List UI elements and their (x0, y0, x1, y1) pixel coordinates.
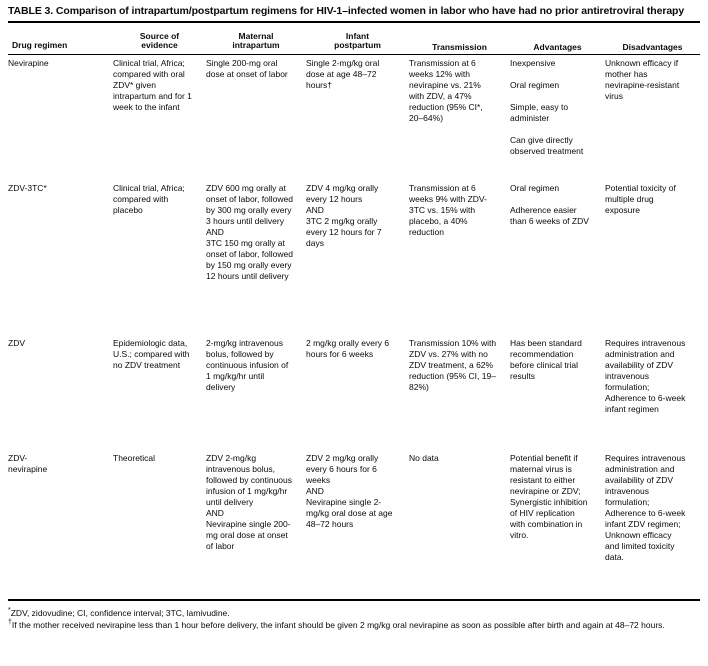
table-row-zdv-3tc (8, 183, 700, 335)
cell-source-of-evidence: Epidemiologic data, U.S.; compared with no ZDV treatment (113, 337, 190, 370)
column-header-label: Drug regimen (12, 40, 68, 50)
column-header-disadvantages (605, 43, 700, 53)
column-header-label: Maternal intrapartum (232, 30, 280, 50)
cell-advantages: Inexpensive Oral regimen Simple, easy to administer Can give directly observed treatment (510, 57, 584, 156)
column-header-drug-regimen (8, 41, 113, 51)
cell-transmission: Transmission at 6 weeks 12% with nevirapine vs. 21% with ZDV, a 47% reduction (95% CI*, 20–64%) (409, 57, 483, 123)
footnote-dagger (8, 618, 708, 630)
column-header-advantages (510, 43, 605, 53)
cell-disadvantages: Requires intravenous administration and availability of ZDV intravenous formulation; Adherence to 6-week infant ZDV regimen; Unknown efficacy and limited toxicity data. (605, 452, 686, 562)
cell-maternal-intrapartum: Single 200-mg oral dose at onset of labor (206, 57, 288, 79)
footnote-marker: † (8, 618, 12, 626)
cell-transmission: No data (409, 452, 439, 463)
cell-infant-postpartum: Single 2-mg/kg oral dose at age 48–72 hours† (306, 57, 380, 90)
cell-source-of-evidence: Clinical trial, Africa; compared with placebo (113, 182, 185, 215)
footnote-marker: * (8, 606, 11, 614)
footnote-text: If the mother received nevirapine less than 1 hour before delivery, the infant should be given 2 mg/kg oral nevirapine as soon as possible after birth and again at 48–72 hours. (11, 619, 665, 630)
header-divider (8, 54, 700, 55)
cell-drug-regimen: ZDV-nevirapine (8, 452, 48, 474)
cell-advantages: Oral regimen Adherence easier than 6 weeks of ZDV (510, 182, 589, 226)
cell-infant-postpartum: ZDV 4 mg/kg orally every 12 hours AND 3TC 2 mg/kg orally every 12 hours for 7 days (306, 182, 382, 248)
cell-disadvantages: Requires intravenous administration and availability of ZDV intravenous formulation; Adherence to 6-week infant regimen (605, 337, 686, 414)
cell-infant-postpartum: ZDV 2 mg/kg orally every 6 hours for 6 weeks AND Nevirapine single 2- mg/kg oral dose at age 48–72 hours (306, 452, 393, 529)
cell-drug-regimen: Nevirapine (8, 57, 49, 68)
column-header-transmission (409, 43, 510, 53)
column-header-maternal (206, 32, 306, 51)
table-row-nevirapine (8, 58, 700, 180)
column-header-infant (306, 32, 409, 51)
cell-disadvantages: Unknown efficacy if mother has nevirapine-resistant virus (605, 57, 680, 101)
footnote-asterisk (8, 606, 708, 618)
cell-infant-postpartum: 2 mg/kg orally every 6 hours for 6 weeks (306, 337, 390, 359)
table-header-row (8, 23, 700, 54)
table-row-zdv-nevirapine (8, 453, 700, 599)
cell-transmission: Transmission at 6 weeks 9% with ZDV-3TC vs. 15% with placebo, a 40% reduction (409, 182, 487, 237)
cell-drug-regimen: ZDV (8, 337, 25, 348)
table-title: TABLE 3. Comparison of intrapartum/postpartum regimens for HIV-1–infected women in labor who have had no prior antiretroviral therapy (8, 5, 685, 17)
column-header-label: Disadvantages (622, 42, 683, 52)
column-header-source (113, 32, 206, 51)
cell-source-of-evidence: Clinical trial, Africa; compared with oral ZDV* given intrapartum and for 1 week to the infant (113, 57, 192, 112)
cell-maternal-intrapartum: 2-mg/kg intravenous bolus, followed by continuous infusion of 1 mg/kg/hr until delivery (206, 337, 289, 392)
cell-maternal-intrapartum: ZDV 2-mg/kg intravenous bolus, followed by continuous infusion of 1 mg/kg/hr until delivery AND Nevirapine single 200-mg oral dose at onset of labor (206, 452, 293, 551)
column-header-label: Source of evidence (139, 30, 180, 50)
cell-disadvantages: Potential toxicity of multiple drug exposure (605, 182, 676, 215)
cell-maternal-intrapartum: ZDV 600 mg orally at onset of labor, followed by 300 mg orally every 3 hours until delivery AND 3TC 150 mg orally at onset of labor, followed by 150 mg orally every 12 hours until delivery (206, 182, 293, 281)
column-header-label: Transmission (432, 42, 487, 52)
cell-source-of-evidence: Theoretical (113, 452, 156, 463)
cell-transmission: Transmission 10% with ZDV vs. 27% with no ZDV treatment, a 62% reduction (95% CI, 19–82%) (409, 337, 497, 392)
table-row-zdv (8, 338, 700, 450)
cell-drug-regimen: ZDV-3TC* (8, 182, 47, 193)
column-header-label: Advantages (533, 42, 582, 52)
column-header-label: Infant postpartum (334, 30, 381, 50)
footnotes (8, 601, 708, 631)
cell-advantages: Potential benefit if maternal virus is resistant to either nevirapine or ZDV; Synergistic inhibition of HIV replication with combination in vitro. (510, 452, 588, 540)
footnote-text: ZDV, zidovudine; CI, confidence interval; 3TC, lamivudine. (10, 607, 230, 618)
cell-advantages: Has been standard recommendation before clinical trial results (510, 337, 582, 381)
